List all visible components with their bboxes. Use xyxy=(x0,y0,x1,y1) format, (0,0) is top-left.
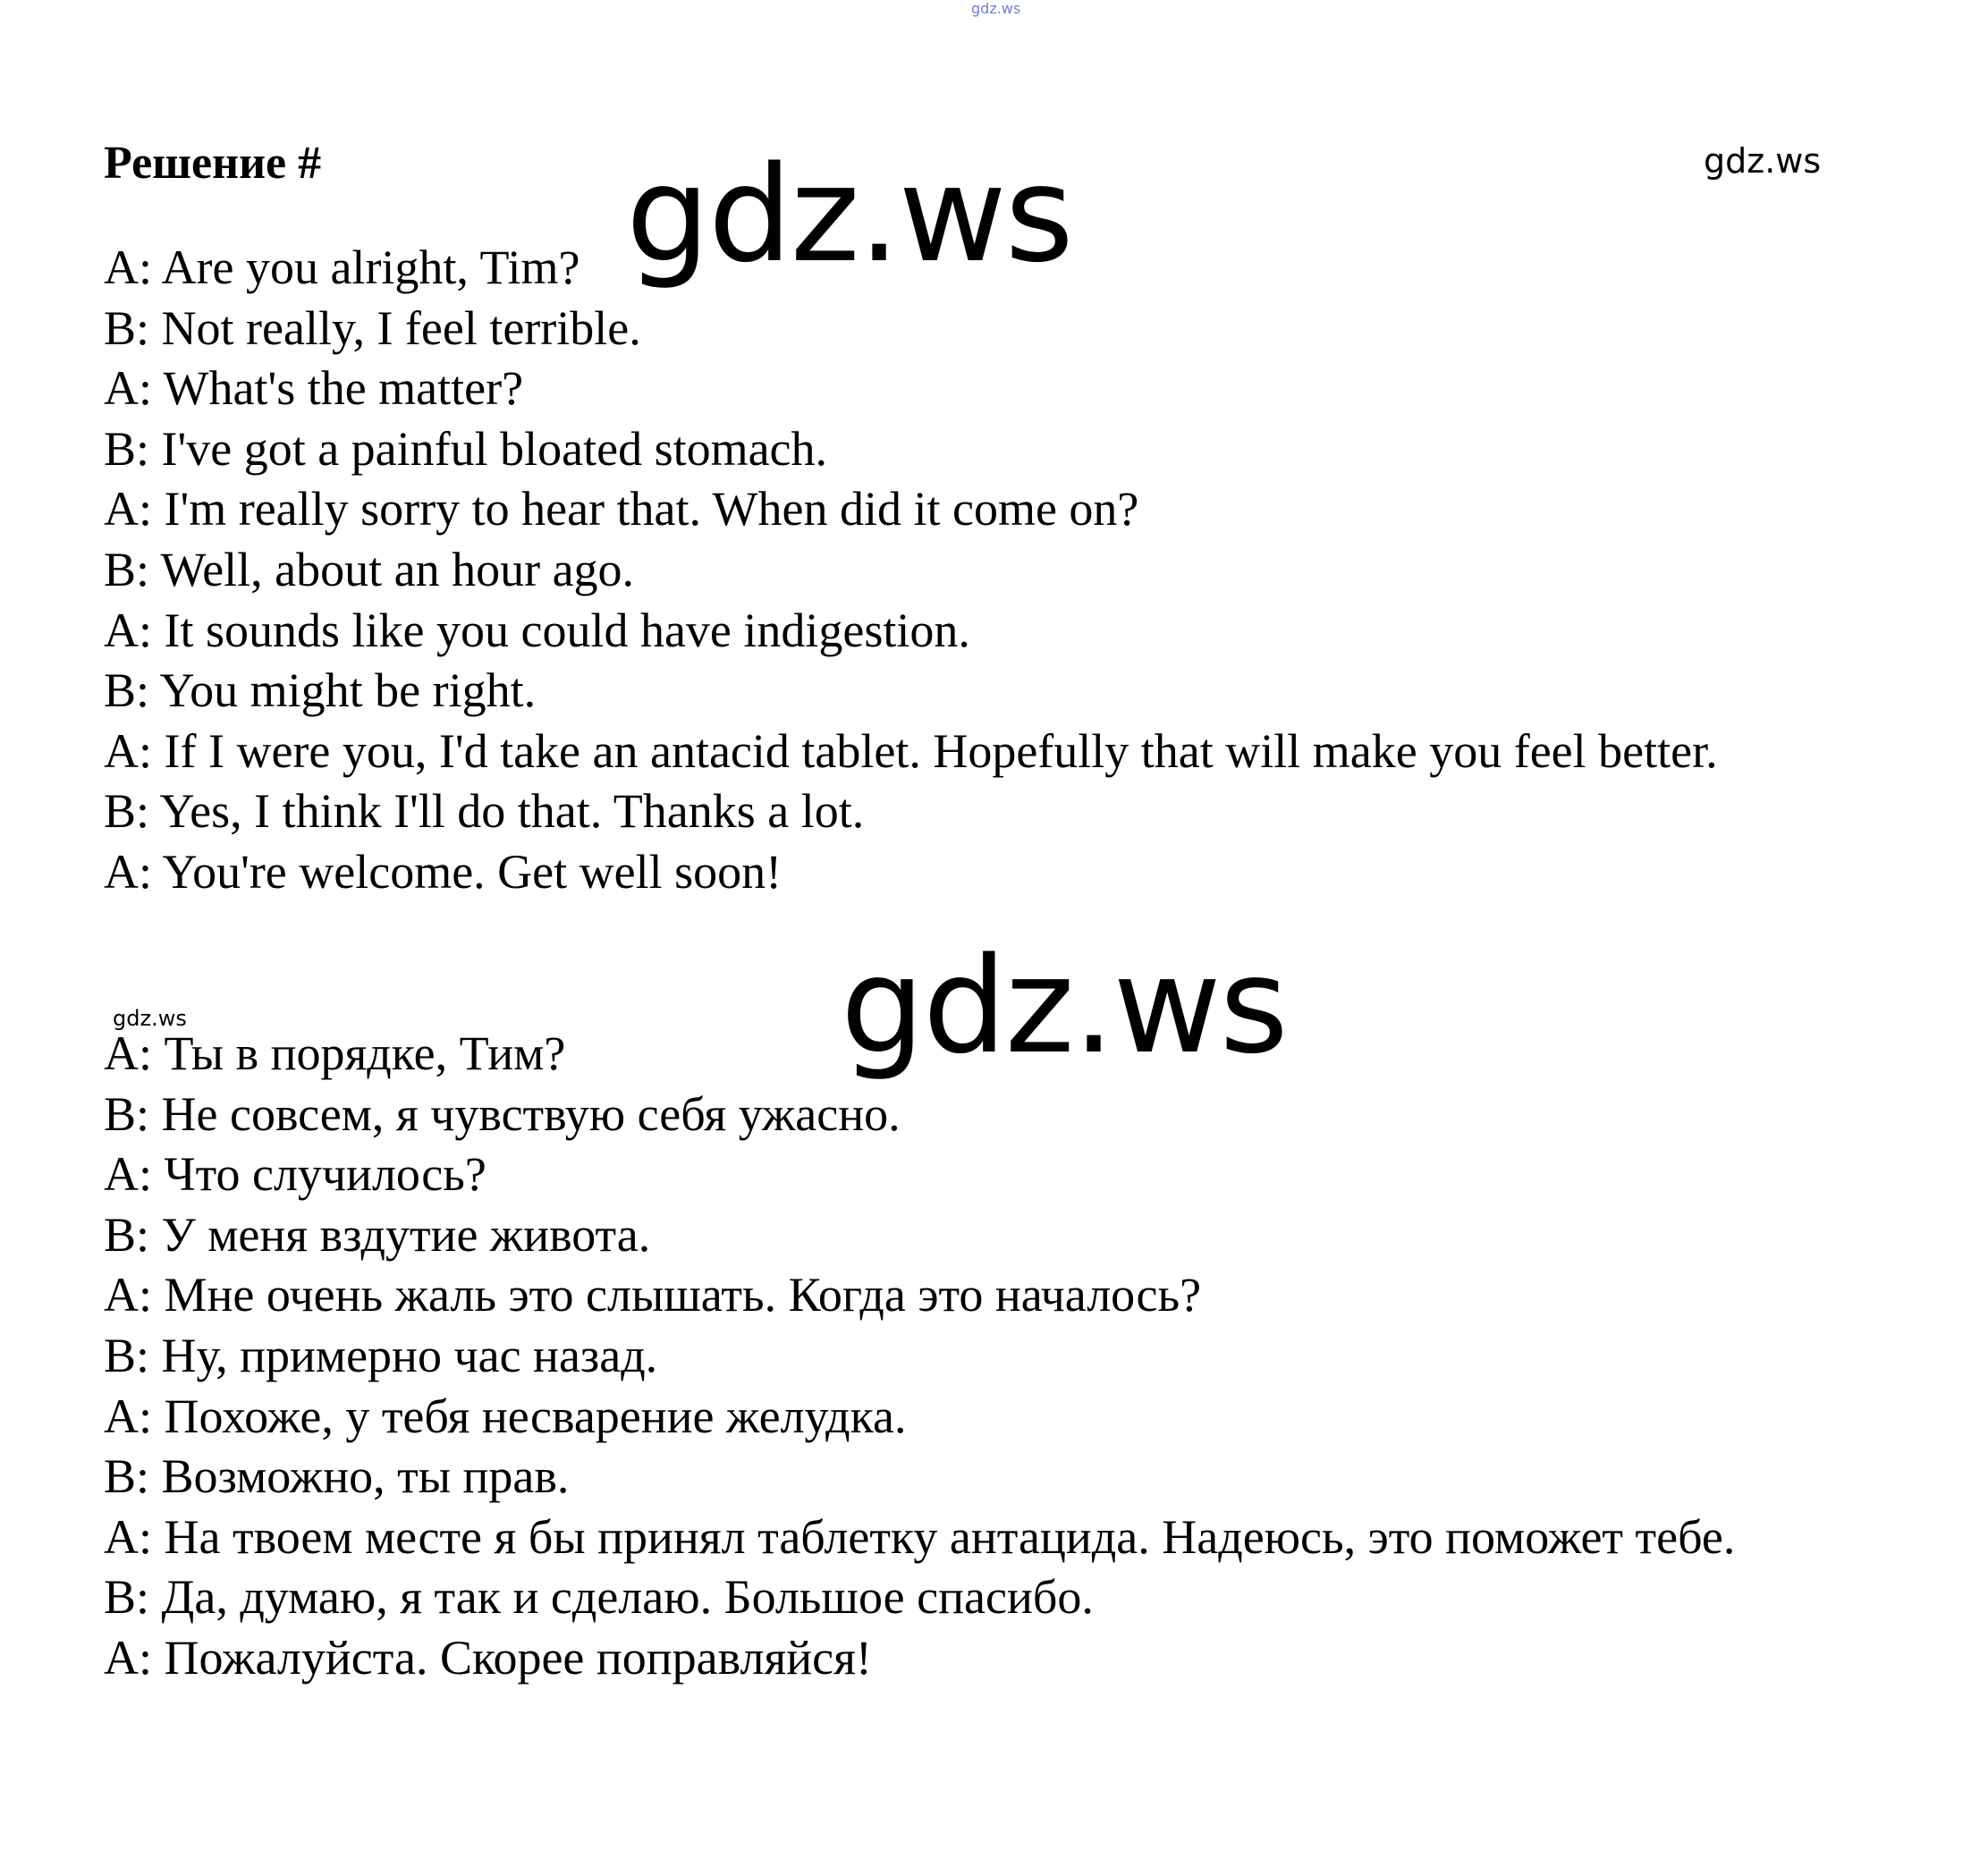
dialogue-line: A: Похоже, у тебя несварение желудка. xyxy=(104,1389,907,1443)
dialogue-line: B: Well, about an hour ago. xyxy=(104,542,635,596)
dialogue-line: A: I'm really sorry to hear that. When did it come on? xyxy=(104,482,1139,536)
dialogue-line: B: I've got a painful bloated stomach. xyxy=(104,421,828,476)
dialogue-line: A: It sounds like you could have indigestion. xyxy=(104,603,970,657)
watermark-top-right: gdz.ws xyxy=(1704,141,1822,181)
dialogue-russian xyxy=(104,1024,1857,1689)
solution-heading: Решение # xyxy=(104,138,322,189)
dialogue-line: A: Пожалуйста. Скорее поправляйся! xyxy=(104,1630,872,1685)
dialogue-line: A: Мне очень жаль это слышать. Когда это началось? xyxy=(104,1268,1202,1322)
dialogue-line: B: Not really, I feel terrible. xyxy=(104,300,641,355)
dialogue-line: B: Не совсем, я чувствую себя ужасно. xyxy=(104,1086,901,1141)
watermark-large-2: gdz.ws xyxy=(841,929,1287,1083)
dialogue-line: A: Ты в порядке, Тим? xyxy=(104,1026,566,1080)
dialogue-line: B: Возможно, ты прав. xyxy=(104,1449,570,1504)
dialogue-line: A: Что случилось? xyxy=(104,1147,486,1202)
dialogue-english xyxy=(104,238,1857,903)
watermark-top-center: gdz.ws xyxy=(971,0,1021,17)
dialogue-line: A: If I were you, I'd take an antacid tablet. Hopefully that will make you feel better. xyxy=(104,723,1718,778)
dialogue-line: B: Yes, I think I'll do that. Thanks a lot. xyxy=(104,784,865,839)
dialogue-line: A: На твоем месте я бы принял таблетку антацида. Надеюсь, это поможет тебе. xyxy=(104,1509,1736,1564)
watermark-small-left: gdz.ws xyxy=(113,1006,187,1031)
dialogue-line: B: Ну, примерно час назад. xyxy=(104,1328,658,1382)
dialogue-line: A: What's the matter? xyxy=(104,361,524,416)
watermark-large-1: gdz.ws xyxy=(626,138,1072,291)
dialogue-line: A: You're welcome. Get well soon! xyxy=(104,844,783,899)
dialogue-line: B: У меня вздутие живота. xyxy=(104,1207,651,1262)
dialogue-line: A: Are you alright, Tim? xyxy=(104,241,580,294)
dialogue-line: B: Да, думаю, я так и сделаю. Большое спасибо. xyxy=(104,1570,1094,1625)
dialogue-line: B: You might be right. xyxy=(104,663,537,718)
